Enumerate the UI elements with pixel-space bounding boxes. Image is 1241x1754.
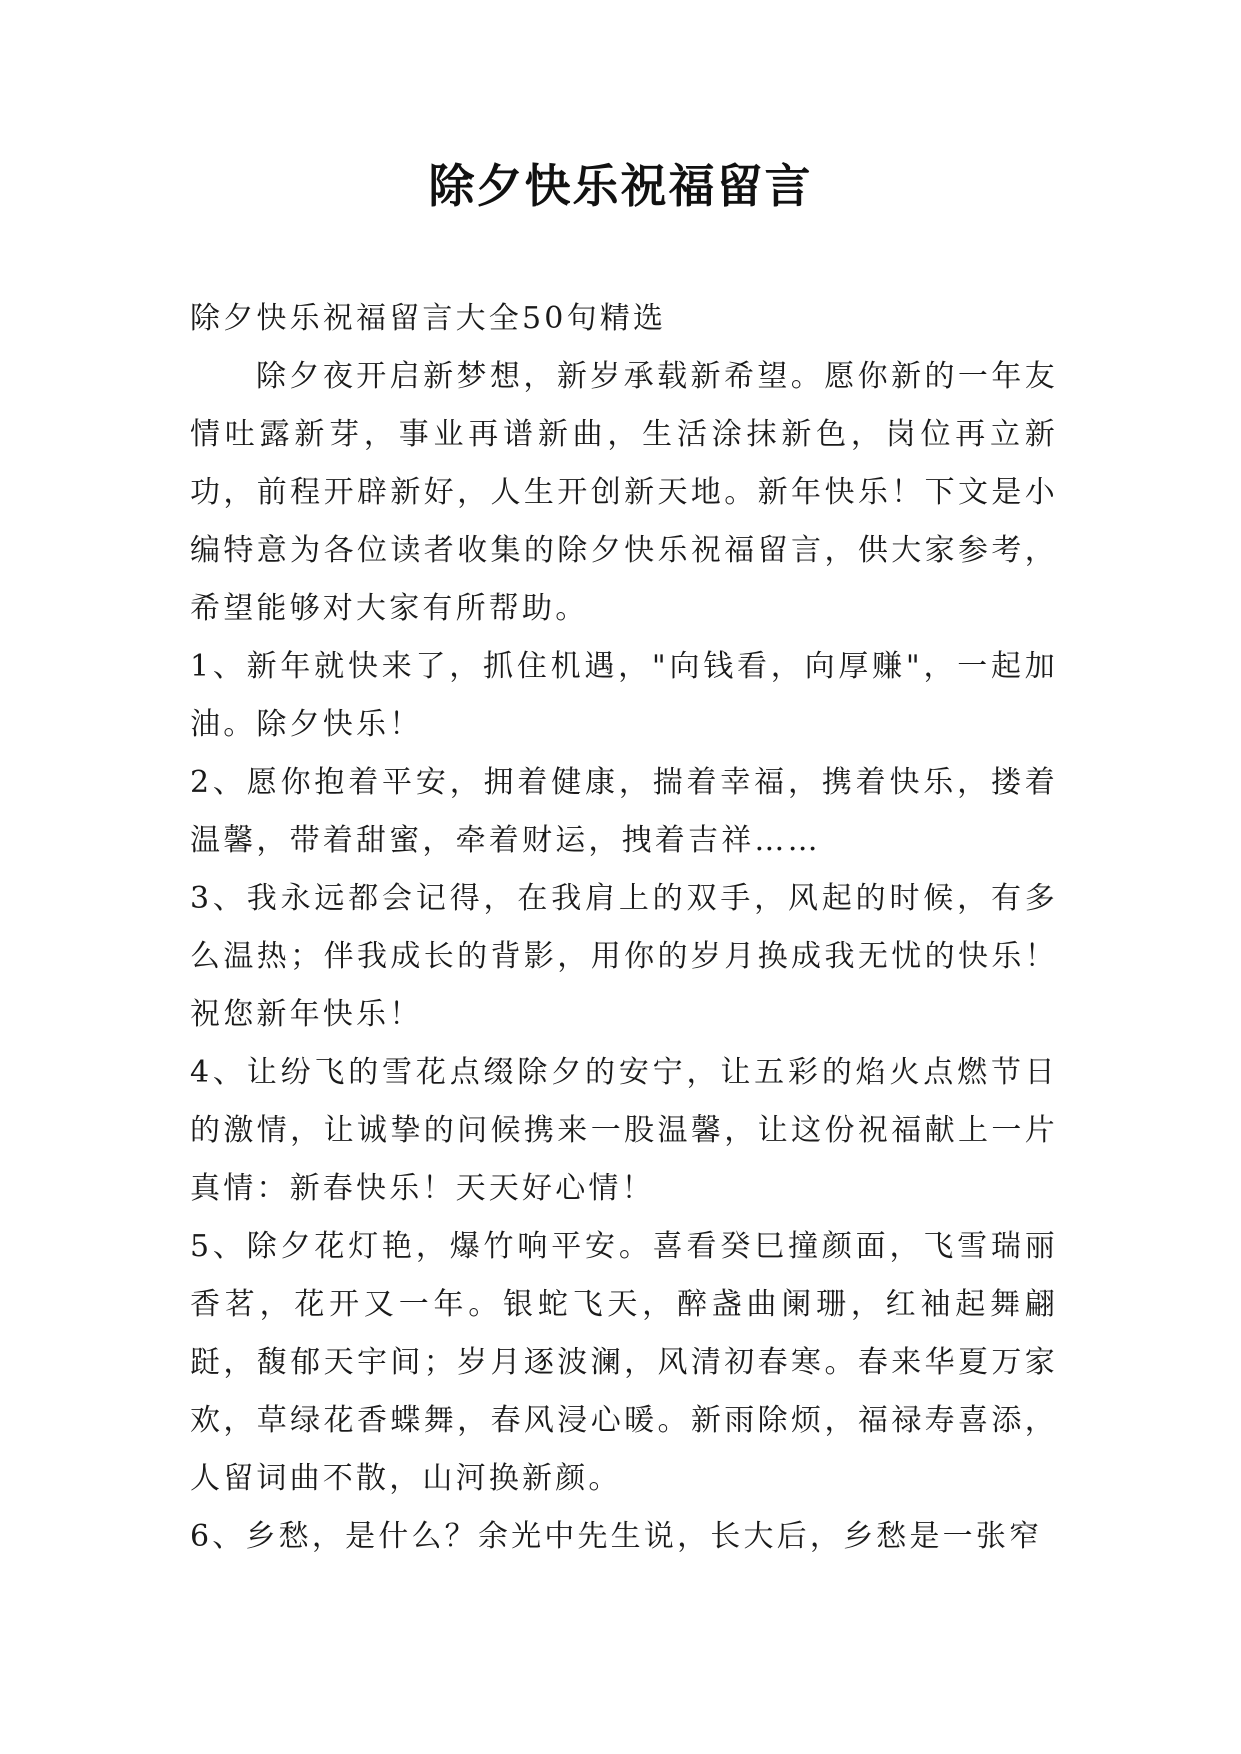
wish-item-2: 2、愿你抱着平安，拥着健康，揣着幸福，携着快乐，搂着温馨，带着甜蜜，牵着财运，拽着吉祥……	[190, 765, 1058, 858]
document-title: 除夕快乐祝福留言	[428, 159, 813, 213]
wish-item-5: 5、除夕花灯艳，爆竹响平安。喜看癸巳撞颜面，飞雪瑞丽香茗，花开又一年。银蛇飞天，醉盏曲阑珊，红袖起舞翩跹，馥郁天宇间；岁月逐波澜，风清初春寒。春来华夏万家欢，草绿花香蝶舞，春风浸心暖。新雨除烦，福禄寿喜添，人留词曲不散，山河换新颜。	[190, 1229, 1058, 1496]
document-body	[190, 290, 1058, 1566]
wish-item-4: 4、让纷飞的雪花点缀除夕的安宁，让五彩的焰火点燃节日的激情，让诚挚的问候携来一股温馨，让这份祝福献上一片真情：新春快乐！天天好心情！	[190, 1055, 1058, 1206]
wish-item-1: 1、新年就快来了，抓住机遇，"向钱看，向厚赚"，一起加油。除夕快乐！	[190, 649, 1058, 742]
wish-item-3: 3、我永远都会记得，在我肩上的双手，风起的时候，有多么温热；伴我成长的背影，用你的岁月换成我无忧的快乐！祝您新年快乐！	[190, 881, 1058, 1032]
document-subtitle: 除夕快乐祝福留言大全50句精选	[190, 301, 667, 336]
wish-item-6: 6、乡愁，是什么？余光中先生说，长大后，乡愁是一张窄	[190, 1519, 1043, 1554]
intro-paragraph: 除夕夜开启新梦想，新岁承载新希望。愿你新的一年友情吐露新芽，事业再谱新曲，生活涂抹新色，岗位再立新功，前程开辟新好，人生开创新天地。新年快乐！下文是小编特意为各位读者收集的除夕快乐祝福留言，供大家参考，希望能够对大家有所帮助。	[190, 359, 1058, 626]
